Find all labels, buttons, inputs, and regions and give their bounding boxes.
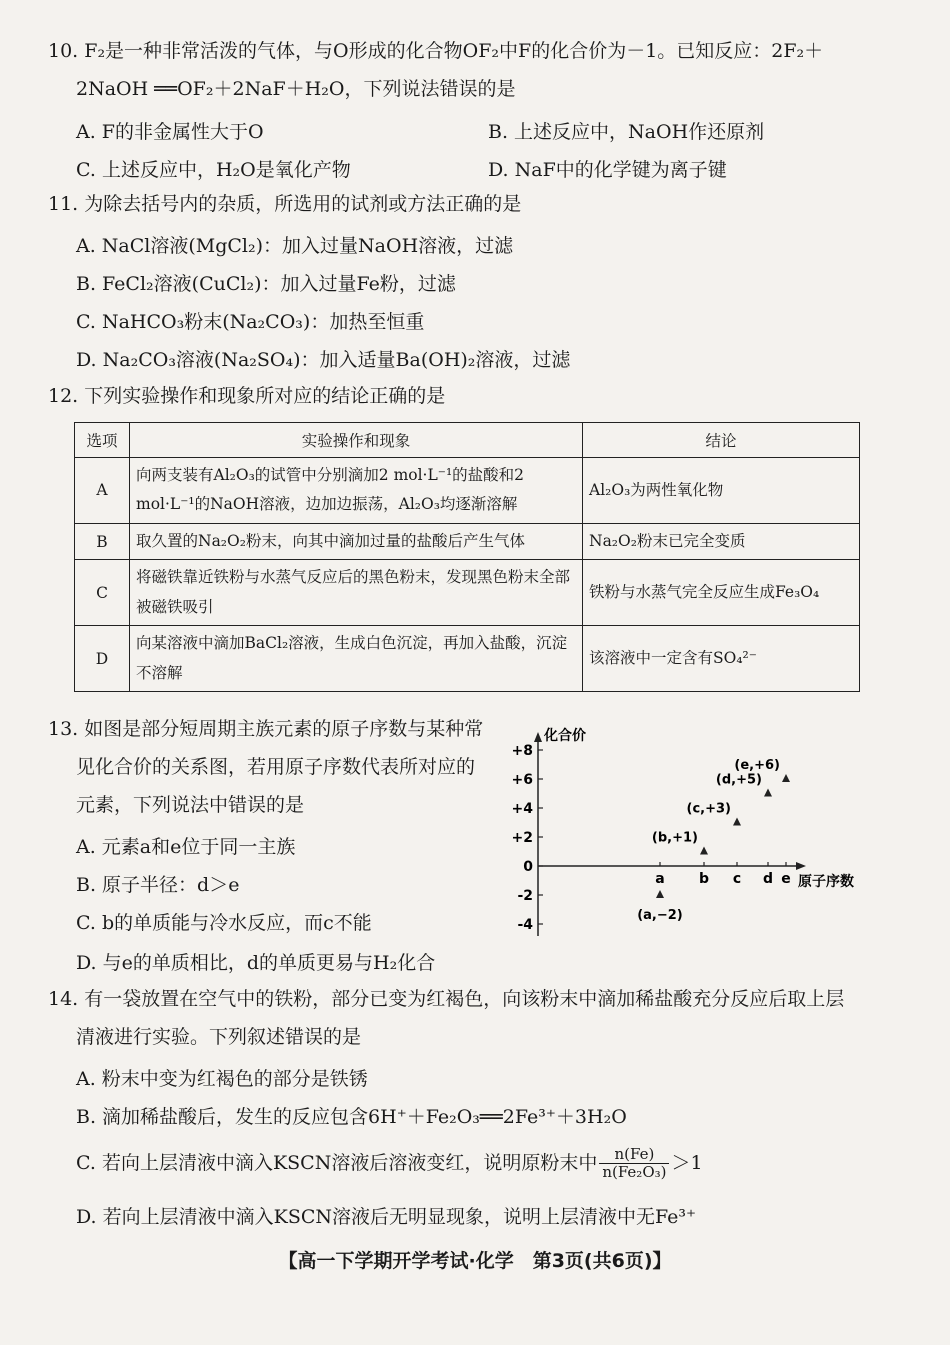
q10-option-d: D. NaF中的化学键为离子键 [488,159,727,181]
row-operation: 取久置的Na₂O₂粉末，向其中滴加过量的盐酸后产生气体 [130,523,583,559]
x-tick-label: b [698,871,710,887]
y-tick-label: +6 [511,772,533,788]
q14-option-a: A. 粉末中变为红褐色的部分是铁锈 [76,1068,368,1090]
q14-stem-line2: 清液进行实验。下列叙述错误的是 [76,1026,362,1048]
q10-option-c: C. 上述反应中，H₂O是氧化产物 [76,159,351,181]
q10-option-b: B. 上述反应中，NaOH作还原剂 [488,121,765,143]
y-tick-label: +8 [511,743,533,759]
data-point-marker [733,818,741,826]
q11-option-b: B. FeCl₂溶液(CuCl₂)：加入过量Fe粉，过滤 [76,273,456,295]
data-point-marker [764,789,772,797]
row-conclusion: 铁粉与水蒸气完全反应生成Fe₃O₄ [583,560,860,626]
x-tick-label: c [732,871,742,887]
y-axis-arrow [534,732,542,742]
q13-option-b: B. 原子半径：d＞e [76,874,240,896]
table-header-operation: 实验操作和现象 [130,423,583,458]
y-tick-label: +4 [511,801,533,817]
q12-table [74,422,860,692]
row-operation: 向某溶液中滴加BaCl₂溶液，生成白色沉淀，再加入盐酸，沉淀不溶解 [130,626,583,692]
x-tick-label: a [655,871,665,887]
q14-option-c-suffix: ＞1 [671,1151,703,1174]
q10-stem-line1: 10. F₂是一种非常活泼的气体，与O形成的化合物OF₂中F的化合价为－1。已知反应：2F₂＋ [48,40,824,62]
mole-ratio-fraction [599,1146,669,1182]
row-conclusion: 该溶液中一定含有SO₄²⁻ [583,626,860,692]
fraction-numerator: n(Fe) [599,1146,669,1164]
data-point-label: (b,+1) [651,830,698,846]
q13-stem-line3: 元素，下列说法中错误的是 [76,794,305,816]
q11-stem: 11. 为除去括号内的杂质，所选用的试剂或方法正确的是 [48,193,522,215]
fraction-denominator: n(Fe₂O₃) [602,1163,667,1182]
q14-option-b: B. 滴加稀盐酸后，发生的反应包含6H⁺＋Fe₂O₃══2Fe³⁺＋3H₂O [76,1106,627,1128]
y-tick-label: -2 [517,888,533,904]
table-row [75,626,860,692]
page-footer: 【高一下学期开学考试·化学 第3页(共6页)】 [278,1250,672,1272]
x-tick-label: e [781,871,791,887]
y-tick-label: +2 [511,830,533,846]
x-axis-arrow [796,862,806,870]
data-point-marker [700,847,708,855]
row-conclusion: Na₂O₂粉末已完全变质 [583,523,860,559]
y-tick-label: 0 [523,859,533,875]
y-axis-label: 化合价 [544,728,586,744]
table-row [75,560,860,626]
table-header-row [75,423,860,458]
q13-stem-line1: 13. 如图是部分短周期主族元素的原子序数与某种常 [48,718,484,740]
q14-option-d: D. 若向上层清液中滴入KSCN溶液后无明显现象，说明上层清液中无Fe³⁺ [76,1206,697,1228]
q14-stem-line1: 14. 有一袋放置在空气中的铁粉，部分已变为红褐色，向该粉末中滴加稀盐酸充分反应后取上层 [48,988,845,1010]
row-conclusion: Al₂O₃为两性氧化物 [583,458,860,524]
row-option: B [75,523,130,559]
row-operation: 向两支装有Al₂O₃的试管中分别滴加2 mol·L⁻¹的盐酸和2 mol·L⁻¹的NaOH溶液，边加边振荡，Al₂O₃均逐渐溶解 [130,458,583,524]
data-point-label: (c,+3) [686,801,731,817]
q13-option-d: D. 与e的单质相比，d的单质更易与H₂化合 [76,952,436,974]
q11-option-d: D. Na₂CO₃溶液(Na₂SO₄)：加入适量Ba(OH)₂溶液，过滤 [76,349,571,371]
q11-option-c: C. NaHCO₃粉末(Na₂CO₃)：加热至恒重 [76,311,425,333]
q13-stem-line2: 见化合价的关系图，若用原子序数代表所对应的 [76,756,476,778]
row-option: C [75,560,130,626]
row-operation: 将磁铁靠近铁粉与水蒸气反应后的黑色粉末，发现黑色粉末全部被磁铁吸引 [130,560,583,626]
table-header-conclusion: 结论 [583,423,860,458]
data-point-marker [656,890,664,898]
valence-chart [500,712,880,952]
x-tick-label: d [762,871,774,887]
q10-stem-line2: 2NaOH ══OF₂＋2NaF＋H₂O，下列说法错误的是 [76,78,516,100]
y-tick-label: -4 [517,917,533,933]
x-axis-label: 原子序数 [798,874,854,890]
q12-stem: 12. 下列实验操作和现象所对应的结论正确的是 [48,385,446,407]
table-header-option: 选项 [75,423,130,458]
q13-option-a: A. 元素a和e位于同一主族 [76,836,296,858]
table-row [75,458,860,524]
data-point-marker [782,774,790,782]
row-option: D [75,626,130,692]
table-row [75,523,860,559]
data-point-label: (a,−2) [637,908,683,923]
row-option: A [75,458,130,524]
q10-option-a: A. F的非金属性大于O [76,121,264,143]
q11-option-a: A. NaCl溶液(MgCl₂)：加入过量NaOH溶液，过滤 [76,235,514,257]
q14-option-c-prefix: C. 若向上层清液中滴入KSCN溶液后溶液变红，说明原粉末中 [76,1151,598,1174]
q13-option-c: C. b的单质能与冷水反应，而c不能 [76,912,372,934]
data-point-label: (e,+6) [734,758,780,773]
data-point-label: (d,+5) [715,772,762,788]
q14-option-c [76,1146,703,1182]
